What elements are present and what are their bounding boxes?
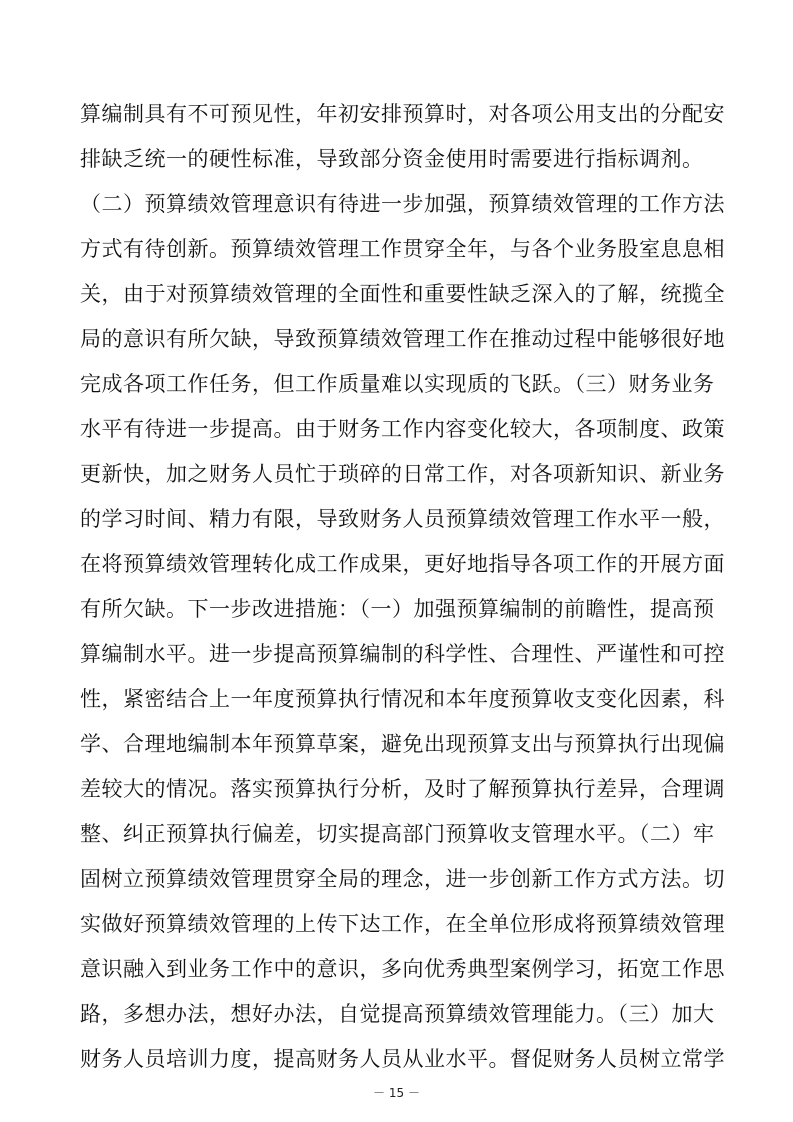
text-line: 整、纠正预算执行偏差，切实提高部门预算收支管理水平。（二）牢 (80, 822, 715, 846)
text-line: 排缺乏统一的硬性标准，导致部分资金使用时需要进行指标调剂。 (80, 147, 704, 171)
text-line: （二）预算绩效管理意识有待进一步加强，预算绩效管理的工作方法 (80, 192, 725, 216)
text-line: 更新快，加之财务人员忙于琐碎的日常工作，对各项新知识、新业务 (80, 462, 725, 486)
text-line: 差较大的情况。落实预算执行分析，及时了解预算执行差异，合理调 (80, 777, 725, 801)
page-number: － 15 － (373, 1086, 420, 1100)
text-line: 局的意识有所欠缺，导致预算绩效管理工作在推动过程中能够很好地 (80, 327, 725, 351)
text-line: 完成各项工作任务，但工作质量难以实现质的飞跃。（三）财务业务 (80, 372, 715, 396)
text-line: 实做好预算绩效管理的上传下达工作，在全单位形成将预算绩效管理 (80, 912, 725, 936)
text-line: 关，由于对预算绩效管理的全面性和重要性缺乏深入的了解，统揽全 (80, 282, 725, 306)
text-line: 的学习时间、精力有限，导致财务人员预算绩效管理工作水平一般， (80, 507, 725, 531)
text-line: 学、合理地编制本年预算草案，避免出现预算支出与预算执行出现偏 (80, 732, 725, 756)
text-line: 有所欠缺。下一步改进措施：（一）加强预算编制的前瞻性，提高预 (80, 597, 715, 621)
text-line: 水平有待进一步提高。由于财务工作内容变化较大，各项制度、政策 (80, 417, 725, 441)
text-line: 财务人员培训力度，提高财务人员从业水平。督促财务人员树立常学 (80, 1047, 725, 1071)
text-line: 路，多想办法，想好办法，自觉提高预算绩效管理能力。（三）加大 (80, 1002, 715, 1026)
text-line: 性，紧密结合上一年度预算执行情况和本年度预算收支变化因素，科 (80, 687, 725, 711)
text-line: 算编制具有不可预见性，年初安排预算时，对各项公用支出的分配安 (80, 102, 725, 126)
text-line: 固树立预算绩效管理贯穿全局的理念，进一步创新工作方式方法。切 (80, 867, 725, 891)
text-line: 意识融入到业务工作中的意识，多向优秀典型案例学习，拓宽工作思 (80, 957, 725, 981)
text-line: 算编制水平。进一步提高预算编制的科学性、合理性、严谨性和可控 (80, 642, 725, 666)
text-line: 在将预算绩效管理转化成工作成果，更好地指导各项工作的开展方面 (80, 552, 725, 576)
text-line: 方式有待创新。预算绩效管理工作贯穿全年，与各个业务股室息息相 (80, 237, 725, 261)
